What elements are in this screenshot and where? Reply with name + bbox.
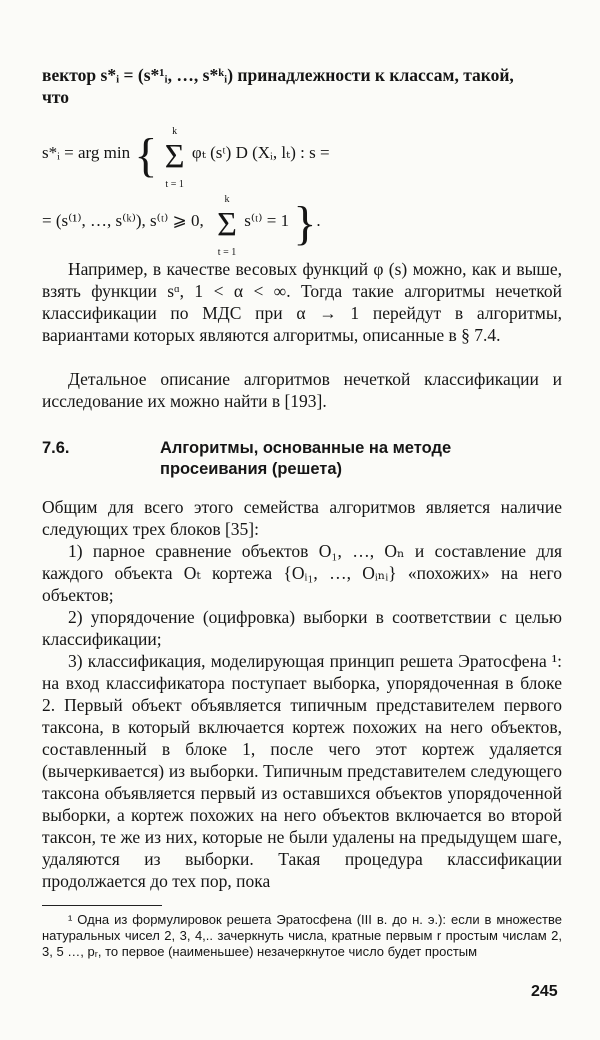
sum-symbol-1: [162, 126, 188, 190]
sum-symbol-2: [214, 194, 240, 258]
sum-2-upper: k: [224, 194, 230, 205]
formula-end-2: s⁽ᵗ⁾ = 1: [244, 211, 290, 230]
section-title-line-1: Алгоритмы, основанные на методе: [160, 439, 452, 457]
sum-1-upper: k: [172, 126, 178, 137]
footnote: ¹ Одна из формулировок решета Эратосфена (III в. до н. э.): если в множестве натуральных чисел 2, 3, 4,.. зачеркнуть числа, кратные первым r простым числам 2, 3, 5 …, pᵣ, то первое (наименьшее) незачеркнутое число будет простым: [42, 912, 562, 959]
open-brace: {: [134, 129, 158, 182]
close-brace: }: [293, 197, 317, 250]
sum-2-lower: t = 1: [217, 247, 237, 258]
formula-lhs: s*ᵢ = arg min: [42, 143, 131, 162]
block-3: 3) классификация, моделирующая принцип решета Эратосфена ¹: на вход классификатора поступает выборка, упорядоченная в блоке 2. Первый объект объявляется типичным представителем первого таксона, в который включается кортеж похожих на него объектов, составленный в блоке 1, после чего этот кортеж удаляется (вычеркивается) из выборки. Типичным представителем следующего таксона объявляется первый из оставшихся объектов упорядоченной выборки, а кортеж похожих на него объектов включается во второй таксон, те же из них, которые не были удалены на предыдущем шаге, удаляются из выборки. Такая процедура классификации продолжается до тех пор, пока: [42, 651, 562, 891]
paragraph-example: Например, в качестве весовых функций φ (s) можно, как и выше, взять функции sᵅ, 1 < α < ∞. Тогда такие алгоритмы нечеткой классификации по МДС при α → 1 перейдут в алгоритмы, вариантами которых являются алгоритмы, описанные в § 7.4.: [42, 259, 562, 345]
block-2: 2) упорядочение (оцифровка) выборки в соответствии с целью классификации;: [42, 607, 562, 649]
intro-line-2: что: [42, 87, 69, 107]
formula-line-2: = (s⁽¹⁾, …, s⁽ᵏ⁾), s⁽ᵗ⁾ ⩾ 0, k Σ t = 1 s⁽ᵗ⁾ = 1 }.: [42, 194, 321, 258]
formula-start-2: = (s⁽¹⁾, …, s⁽ᵏ⁾), s⁽ᵗ⁾ ⩾ 0,: [42, 211, 204, 230]
section-number: 7.6.: [42, 439, 70, 457]
intro-line-1: вектор s*ᵢ = (s*¹ᵢ, …, s*ᵏᵢ) принадлежности к классам, такой,: [42, 65, 514, 85]
formula-line-1: [42, 126, 330, 190]
page-number: 245: [531, 983, 558, 1000]
sigma-1-icon: Σ: [164, 138, 185, 175]
section-title-line-2: просеивания (решета): [160, 460, 343, 478]
formula-body-1: φₜ (sᵗ) D (Xᵢ, lₜ) : s =: [191, 143, 330, 162]
sum-1-lower: t = 1: [165, 179, 184, 190]
paragraph-common: Общим для всего этого семейства алгоритмов является наличие следующих трех блоков [35]:: [42, 497, 562, 539]
sigma-2-icon: Σ: [217, 206, 237, 243]
footnote-divider: [42, 905, 162, 906]
paragraph-detail: Детальное описание алгоритмов нечеткой классификации и исследование их можно найти в [193].: [42, 369, 562, 411]
block-1: 1) парное сравнение объектов O₁, …, Oₙ и составление для каждого объекта Oₜ кортежа {Oᵢ₁, …, Oᵢₙᵢ} «похожих» на него объектов;: [42, 541, 562, 605]
